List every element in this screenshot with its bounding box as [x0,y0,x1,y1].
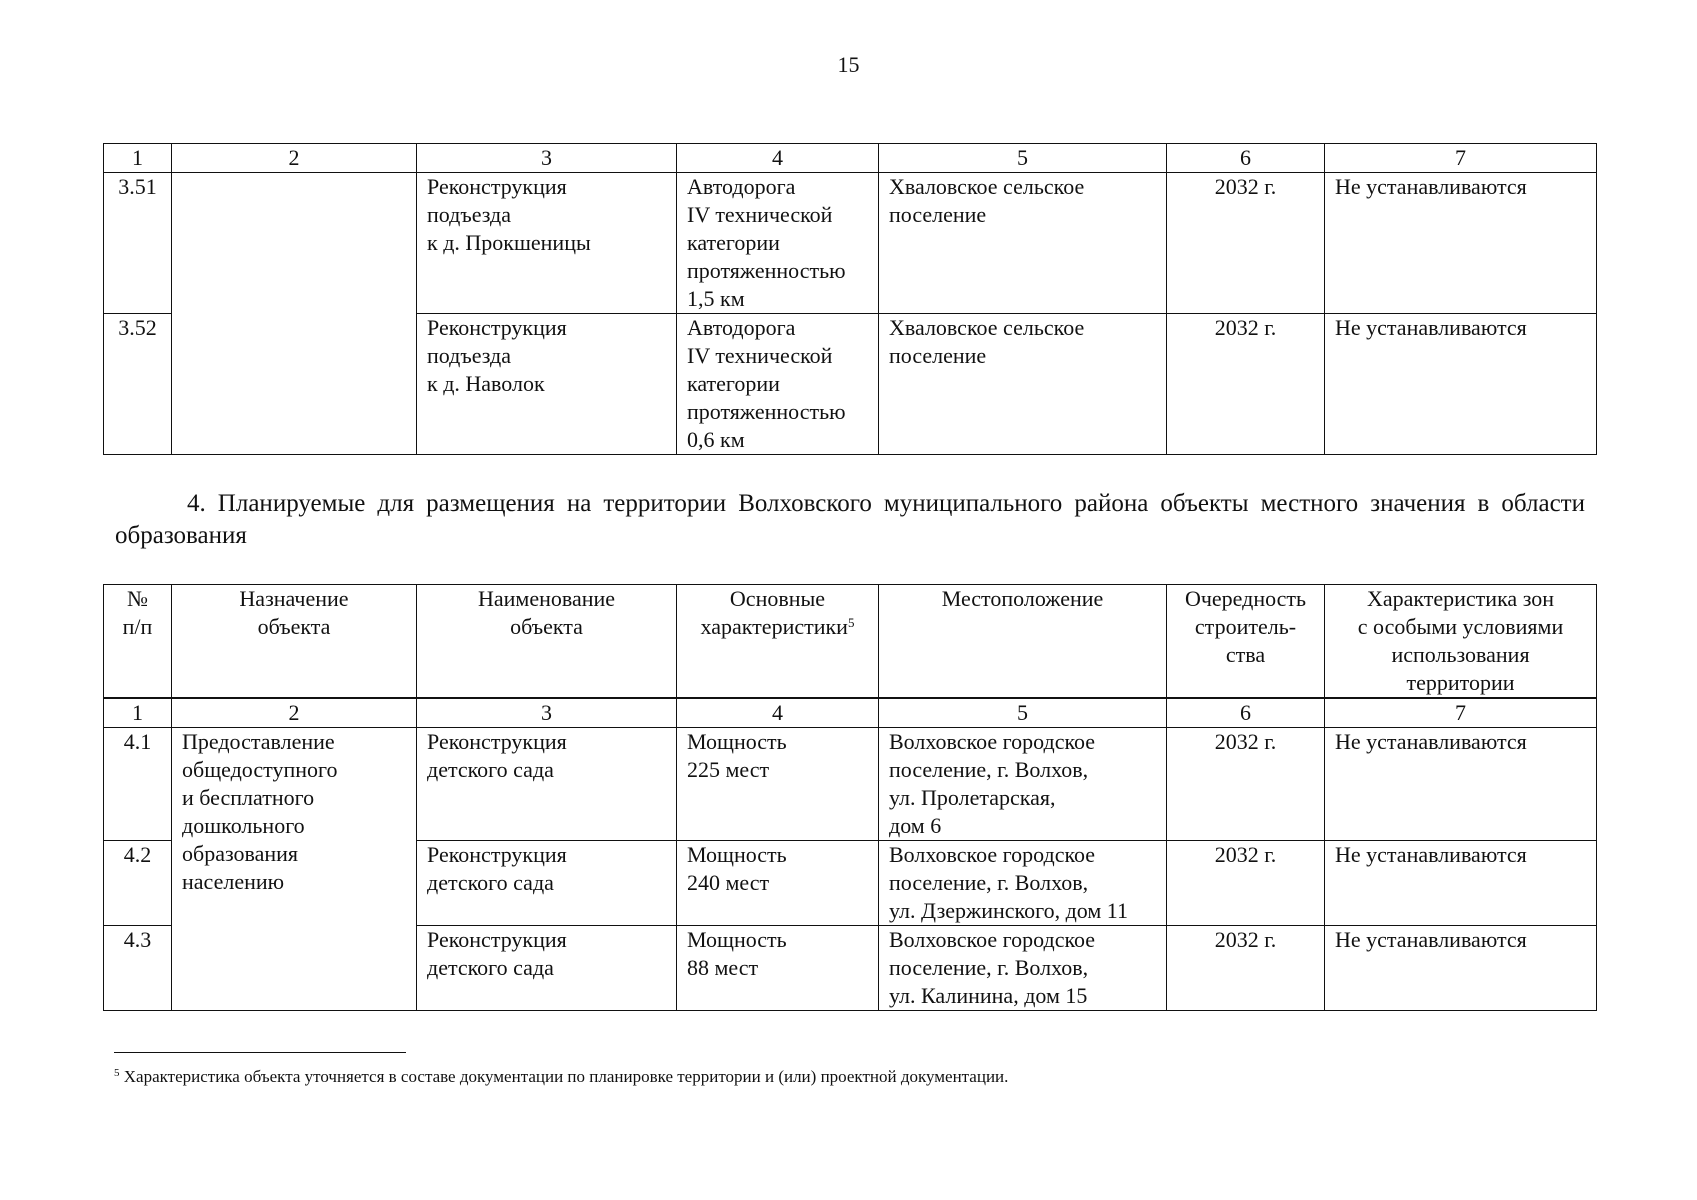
column-number: 5 [879,699,1167,728]
header-characteristics [677,585,879,698]
construction-stage: 2032 г. [1167,314,1325,455]
header-purpose: Назначение объекта [172,585,417,698]
column-number: 3 [417,144,677,173]
object-characteristics: Автодорога IV технической категории протяженностью 0,6 км [677,314,879,455]
section-heading-text: 4. Планируемые для размещения на территории Волховского муниципального района объекты местного значения в области образования [115,490,1585,549]
object-characteristics: Мощность 225 мест [677,728,879,841]
object-location: Волховское городское поселение, г. Волхов, ул. Калинина, дом 15 [879,926,1167,1011]
section-heading [115,488,1585,552]
object-location: Хваловское сельское поселение [879,173,1167,314]
header-number: № п/п [104,585,172,698]
column-number-row [104,144,1597,173]
table-row [104,173,1597,314]
object-name: Реконструкция детского сада [417,728,677,841]
object-characteristics: Автодорога IV технической категории протяженностью 1,5 км [677,173,879,314]
footnote-reference: 5 [847,615,855,630]
page-number: 15 [837,52,860,77]
object-name: Реконструкция детского сада [417,841,677,926]
object-name: Реконструкция подъезда к д. Наволок [417,314,677,455]
column-number: 2 [172,699,417,728]
object-characteristics: Мощность 240 мест [677,841,879,926]
column-number: 2 [172,144,417,173]
column-number: 1 [104,144,172,173]
column-number: 1 [104,699,172,728]
object-purpose: Предоставление общедоступного и бесплатного дошкольного образования населению [172,728,417,1011]
construction-stage: 2032 г. [1167,728,1325,841]
construction-stage: 2032 г. [1167,173,1325,314]
construction-stage: 2032 г. [1167,926,1325,1011]
column-number: 3 [417,699,677,728]
column-number: 4 [677,144,879,173]
column-number: 4 [677,699,879,728]
object-location: Волховское городское поселение, г. Волхов, ул. Дзержинского, дом 11 [879,841,1167,926]
object-location: Волховское городское поселение, г. Волхов, ул. Пролетарская, дом 6 [879,728,1167,841]
header-characteristics-text: Основные характеристики [700,586,848,639]
construction-stage: 2032 г. [1167,841,1325,926]
row-number: 4.2 [104,841,172,926]
row-number: 4.3 [104,926,172,1011]
header-stage: Очередность строитель- ства [1167,585,1325,698]
column-number-row [104,699,1597,728]
object-location: Хваловское сельское поселение [879,314,1167,455]
object-purpose-cell [172,173,417,455]
header-zones: Характеристика зон с особыми условиями использования территории [1325,585,1597,698]
column-number: 5 [879,144,1167,173]
column-number: 6 [1167,699,1325,728]
object-name: Реконструкция подъезда к д. Прокшеницы [417,173,677,314]
special-zones: Не устанавливаются [1325,314,1597,455]
special-zones: Не устанавливаются [1325,728,1597,841]
column-number: 6 [1167,144,1325,173]
table-header-row [104,585,1597,698]
special-zones: Не устанавливаются [1325,841,1597,926]
object-name: Реконструкция детского сада [417,926,677,1011]
footnote [114,1066,1584,1088]
object-characteristics: Мощность 88 мест [677,926,879,1011]
footnote-text: Характеристика объекта уточняется в составе документации по планировке территории и (или) проектной документации. [123,1067,1009,1086]
column-number: 7 [1325,699,1597,728]
footnote-marker: 5 [114,1067,120,1079]
special-zones: Не устанавливаются [1325,926,1597,1011]
header-location: Местоположение [879,585,1167,698]
row-number: 3.51 [104,173,172,314]
special-zones: Не устанавливаются [1325,173,1597,314]
roads-table-continuation [103,143,1597,455]
header-name: Наименование объекта [417,585,677,698]
column-number: 7 [1325,144,1597,173]
row-number: 3.52 [104,314,172,455]
table-row [104,728,1597,841]
row-number: 4.1 [104,728,172,841]
footnote-divider [114,1052,406,1053]
education-objects-table [103,584,1597,1011]
